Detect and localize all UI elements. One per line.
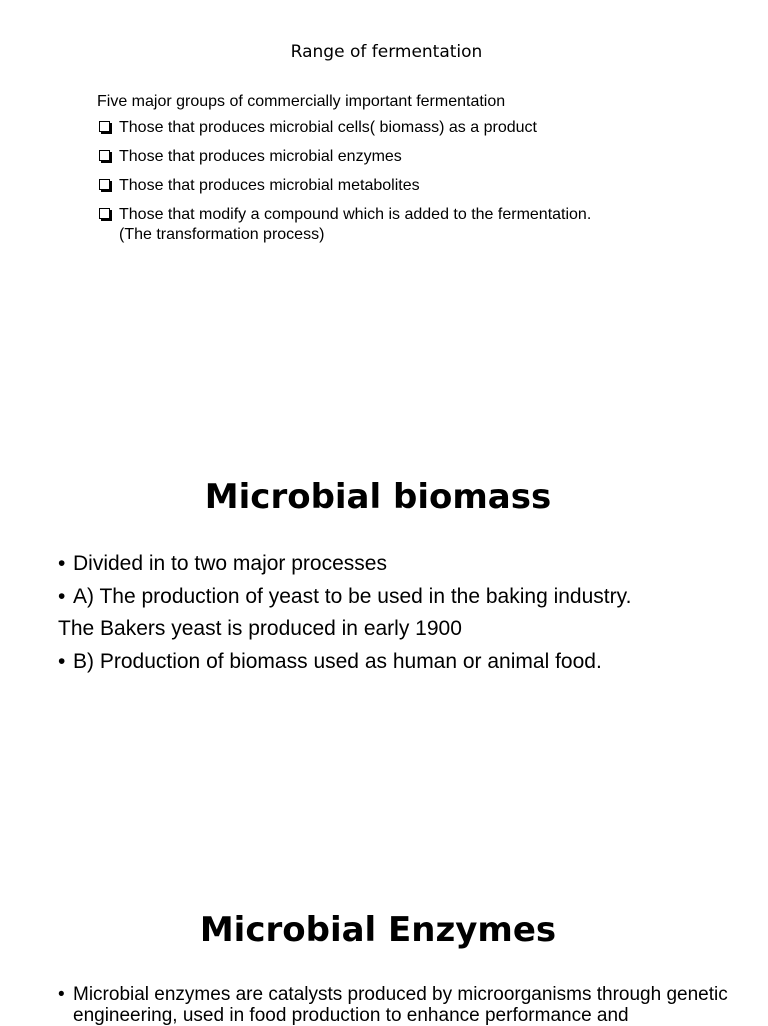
checkbox-bullet-icon [99, 179, 110, 190]
slide-microbial-enzymes [0, 876, 768, 1024]
list-item-text: Those that produces microbial enzymes [119, 148, 402, 165]
fermentation-group-list [97, 118, 591, 254]
list-item [58, 646, 748, 679]
list-item [97, 205, 591, 245]
list-item [97, 118, 591, 138]
checkbox-bullet-icon [99, 121, 110, 132]
intro-text: Five major groups of commercially important fermentation [97, 93, 506, 110]
bullet-icon: • [58, 649, 66, 673]
bullet-icon: • [58, 584, 66, 608]
list-item [58, 548, 748, 581]
slide-microbial-biomass [0, 440, 768, 700]
list-item-text: B) Production of biomass used as human or animal food. [73, 649, 602, 673]
slide-title: Range of fermentation [290, 42, 483, 62]
list-item [58, 984, 748, 1026]
list-item-text: Divided in to two major processes [73, 552, 387, 575]
list-item-text: A) The production of yeast to be used in the baking industry. [73, 584, 632, 608]
list-item-text: Microbial enzymes are catalysts produced by microorganisms through genetic engineering, used in food production to enhance performance and [73, 984, 728, 1026]
list-item [58, 581, 748, 614]
bullet-icon: • [58, 984, 65, 1005]
list-item-text-continued: (The transformation process) [119, 226, 325, 243]
list-item [97, 147, 591, 167]
biomass-points [58, 548, 748, 678]
checkbox-bullet-icon [99, 150, 110, 161]
plain-line [58, 613, 748, 646]
bullet-icon: • [58, 552, 66, 575]
list-item-text: Those that produces microbial cells( biomass) as a product [119, 119, 537, 136]
list-item [97, 176, 591, 196]
slide-title: Microbial Enzymes [199, 910, 557, 950]
checkbox-bullet-icon [99, 208, 110, 219]
list-item-text: Those that modify a compound which is added to the fermentation. [119, 206, 592, 223]
list-item-text: Those that produces microbial metabolites [119, 177, 420, 194]
plain-line-text: The Bakers yeast is produced in early 1900 [58, 617, 462, 640]
slide-range-of-fermentation [0, 0, 768, 300]
slide-title: Microbial biomass [204, 477, 552, 517]
